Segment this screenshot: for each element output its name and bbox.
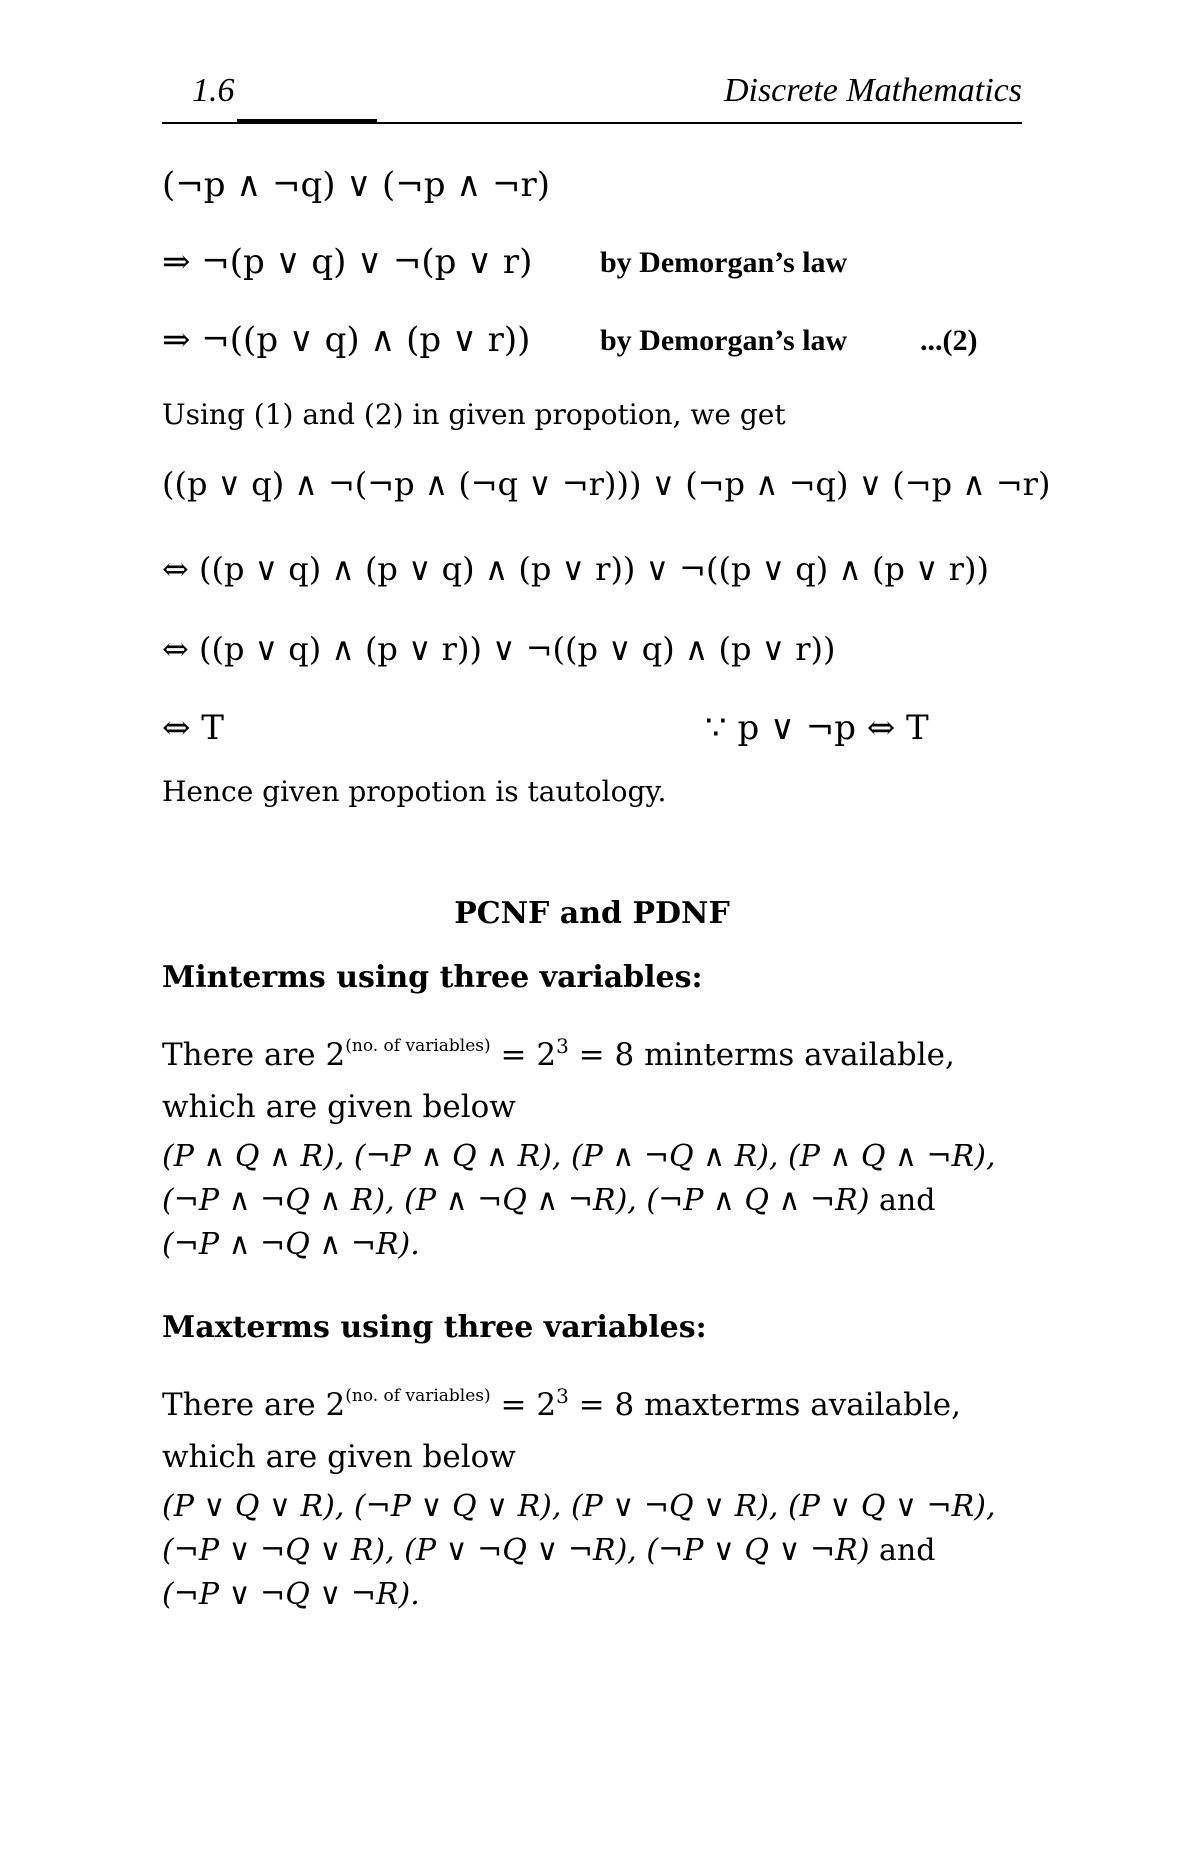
intro-suffix: minterms available, which are given below (162, 1037, 955, 1125)
maxterms-line: (¬P ∨ ¬Q ∨ ¬R). (162, 1577, 420, 1612)
maxterms-line: (¬P ∨ ¬Q ∨ R), (P ∨ ¬Q ∨ ¬R), (¬P ∨ Q ∨ ¬R) (162, 1533, 870, 1568)
derivation-line: ⇒ ¬((p ∨ q) ∧ (p ∨ r)) (162, 320, 531, 360)
derivation-line: ⇔ T (162, 708, 224, 748)
maxterms-heading: Maxterms using three variables: (162, 1310, 707, 1345)
intro-superscript: (no. of variables) (345, 1036, 491, 1056)
maxterms-intro (162, 1370, 1042, 1483)
minterms-intro (162, 1020, 1042, 1133)
equation-number: ...(2) (920, 324, 978, 357)
maxterms-line-2 (162, 1529, 1062, 1573)
derivation-reason: by Demorgan’s law (600, 246, 848, 279)
section-title: PCNF and PDNF (454, 896, 730, 931)
minterms-heading: Minterms using three variables: (162, 960, 703, 995)
intro-superscript: (no. of variables) (345, 1386, 491, 1406)
intro-prefix: There are 2 (162, 1037, 346, 1073)
derivation-line: ⇒ ¬(p ∨ q) ∨ ¬(p ∨ r) (162, 242, 533, 282)
derivation-line: ⇔ ((p ∨ q) ∧ (p ∨ q) ∧ (p ∨ r)) ∨ ¬((p ∨ q) ∧ (p ∨ r)) (162, 550, 989, 588)
intro-equals: = 2 (490, 1037, 557, 1073)
minterms-line: (¬P ∧ ¬Q ∧ R), (P ∧ ¬Q ∧ ¬R), (¬P ∧ Q ∧ ¬R) (162, 1183, 870, 1218)
derivation-line: ((p ∨ q) ∧ ¬(¬p ∧ (¬q ∨ ¬r))) ∨ (¬p ∧ ¬q) ∨ (¬p ∧ ¬r) (162, 465, 1051, 503)
header-rule-accent (237, 119, 377, 124)
maxterms-line: (P ∨ Q ∨ R), (¬P ∨ Q ∨ R), (P ∨ ¬Q ∨ R), (P ∨ Q ∨ ¬R), (162, 1489, 996, 1524)
intro-prefix: There are 2 (162, 1387, 346, 1423)
since-reason: ∵ p ∨ ¬p ⇔ T (705, 708, 929, 748)
minterms-line: (¬P ∧ ¬Q ∧ ¬R). (162, 1227, 420, 1262)
intro-result: = 8 (568, 1037, 635, 1073)
intro-result: = 8 (568, 1387, 635, 1423)
derivation-line: ⇔ ((p ∨ q) ∧ (p ∨ r)) ∨ ¬((p ∨ q) ∧ (p ∨ r)) (162, 630, 836, 668)
derivation-reason: by Demorgan’s law (600, 324, 848, 357)
minterms-line: (P ∧ Q ∧ R), (¬P ∧ Q ∧ R), (P ∧ ¬Q ∧ R), (P ∧ Q ∧ ¬R), (162, 1139, 996, 1174)
derivation-line: (¬p ∧ ¬q) ∨ (¬p ∧ ¬r) (162, 165, 551, 205)
intro-exponent: 3 (556, 1034, 569, 1058)
using-text: Using (1) and (2) in given propotion, we get (162, 398, 786, 431)
and-word: and (869, 1533, 936, 1568)
intro-equals: = 2 (490, 1387, 557, 1423)
page-number: 1.6 (192, 72, 235, 109)
intro-suffix: maxterms available, which are given below (162, 1387, 961, 1475)
minterms-line-2 (162, 1179, 1062, 1223)
maxterms-list (162, 1485, 1062, 1617)
intro-exponent: 3 (556, 1384, 569, 1408)
running-title: Discrete Mathematics (723, 72, 1022, 109)
minterms-list (162, 1135, 1062, 1267)
conclusion-text: Hence given propotion is tautology. (162, 775, 667, 808)
and-word: and (869, 1183, 936, 1218)
page-header (162, 72, 1022, 127)
